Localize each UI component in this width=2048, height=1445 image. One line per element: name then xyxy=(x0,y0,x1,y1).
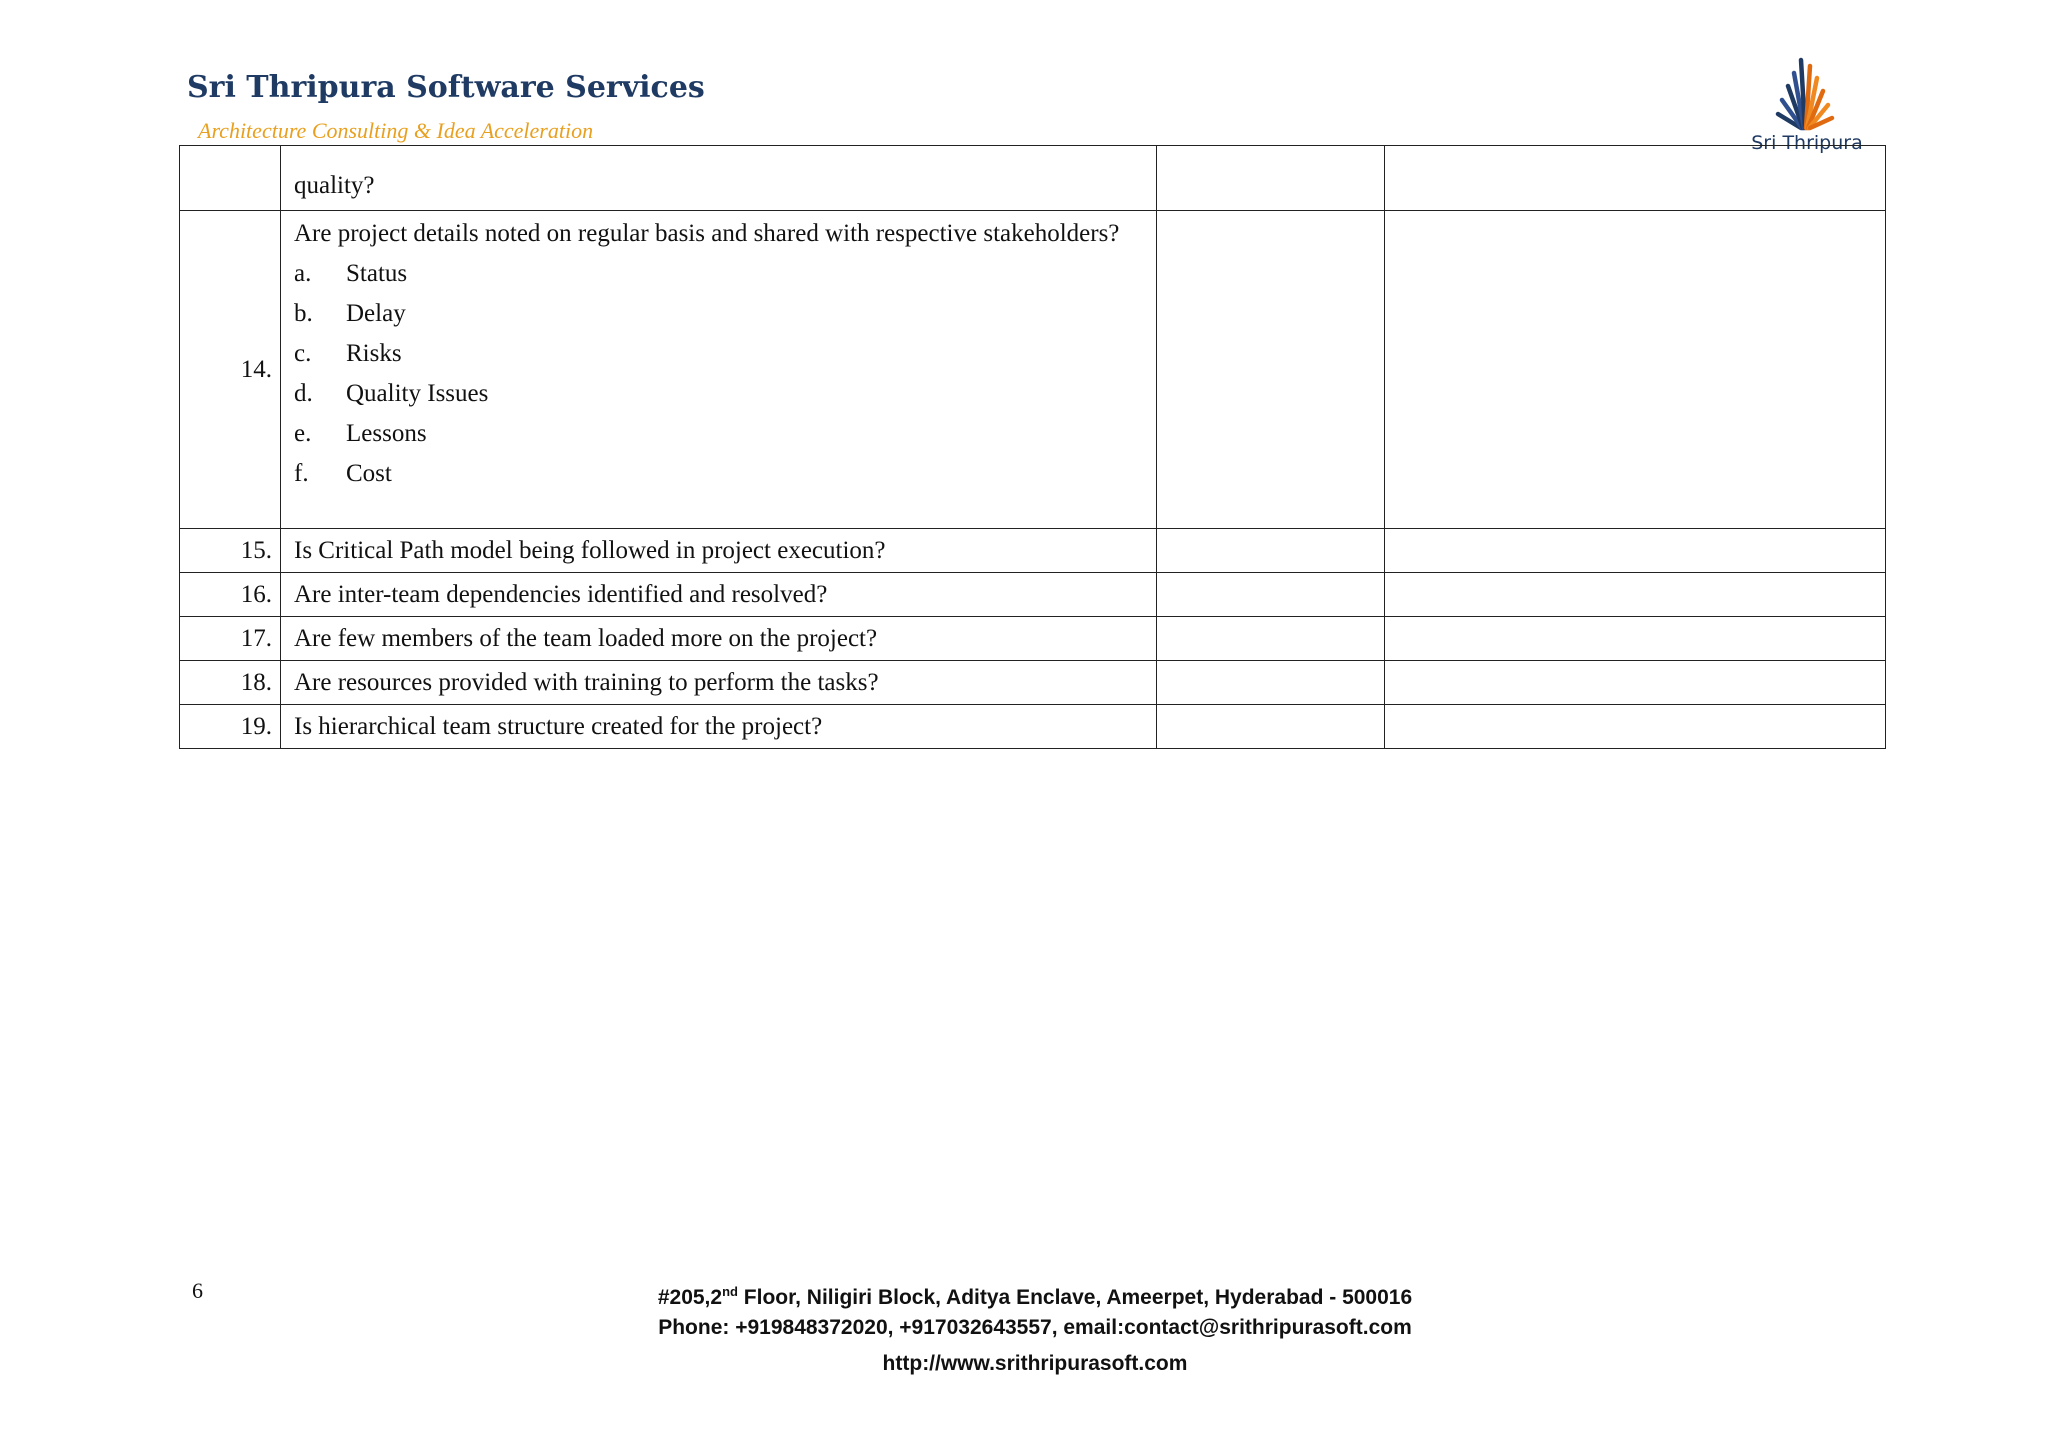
page-number: 6 xyxy=(192,1278,203,1303)
checklist-table xyxy=(179,145,1886,749)
question-cell xyxy=(281,146,1157,211)
remarks-cell xyxy=(1385,211,1886,529)
table-row xyxy=(180,661,1886,705)
answer-cell xyxy=(1157,146,1385,211)
question-cell: Are inter-team dependencies identified and resolved? xyxy=(281,573,1157,617)
question-cell: Is Critical Path model being followed in project execution? xyxy=(281,529,1157,573)
list-item xyxy=(294,414,1143,454)
option-label: Delay xyxy=(346,300,406,327)
option-letter: e. xyxy=(294,420,312,447)
option-letter: f. xyxy=(294,460,309,487)
page-footer xyxy=(520,1274,1550,1382)
answer-cell xyxy=(1157,573,1385,617)
option-list xyxy=(294,254,1143,494)
num-cell xyxy=(180,146,281,211)
option-letter: a. xyxy=(294,260,312,287)
option-label: Risks xyxy=(346,340,402,367)
company-logo xyxy=(1730,56,1880,156)
table-row xyxy=(180,573,1886,617)
table-row xyxy=(180,617,1886,661)
table-row xyxy=(180,705,1886,749)
question-text: Are project details noted on regular basis and shared with respective stakeholders? xyxy=(294,220,1120,247)
footer-phone-email: Phone: +919848372020, +917032643557, email:contact@srithripurasoft.com xyxy=(658,1316,1412,1339)
answer-cell xyxy=(1157,661,1385,705)
company-name: Sri Thripura Software Services xyxy=(187,70,705,105)
logo-text: Sri Thripura xyxy=(1742,132,1872,154)
answer-cell xyxy=(1157,211,1385,529)
address-prefix: #205,2 xyxy=(657,1286,723,1309)
table-row-continuation xyxy=(180,146,1886,211)
question-cell: Are few members of the team loaded more on the project? xyxy=(281,617,1157,661)
option-label: Quality Issues xyxy=(346,380,489,407)
list-item xyxy=(294,294,1143,334)
list-item xyxy=(294,254,1143,294)
option-label: Lessons xyxy=(346,420,427,447)
logo-rays-icon xyxy=(1730,56,1880,136)
num-cell: 18. xyxy=(180,661,281,705)
address-ordinal: nd xyxy=(722,1284,738,1299)
remarks-cell xyxy=(1385,617,1886,661)
answer-cell xyxy=(1157,705,1385,749)
question-text: quality? xyxy=(294,172,375,199)
list-item xyxy=(294,454,1143,494)
remarks-cell xyxy=(1385,146,1886,211)
remarks-cell xyxy=(1385,573,1886,617)
address-suffix: Floor, Niligiri Block, Aditya Enclave, Ameerpet, Hyderabad - 500016 xyxy=(737,1286,1413,1309)
remarks-cell xyxy=(1385,661,1886,705)
list-item xyxy=(294,374,1143,414)
remarks-cell xyxy=(1385,705,1886,749)
option-letter: b. xyxy=(294,300,313,327)
question-cell: Is hierarchical team structure created for the project? xyxy=(281,705,1157,749)
option-letter: c. xyxy=(294,340,312,367)
company-tagline: Architecture Consulting & Idea Acceleration xyxy=(198,118,594,143)
option-letter: d. xyxy=(294,380,313,407)
option-label: Cost xyxy=(346,460,392,487)
num-cell: 14. xyxy=(180,211,281,529)
num-cell: 17. xyxy=(180,617,281,661)
question-cell: Are resources provided with training to perform the tasks? xyxy=(281,661,1157,705)
table-row xyxy=(180,529,1886,573)
num-cell: 15. xyxy=(180,529,281,573)
table-row xyxy=(180,211,1886,529)
list-item xyxy=(294,334,1143,374)
num-cell: 16. xyxy=(180,573,281,617)
num-cell: 19. xyxy=(180,705,281,749)
question-cell xyxy=(281,211,1157,529)
remarks-cell xyxy=(1385,529,1886,573)
footer-website: http://www.srithripurasoft.com xyxy=(882,1352,1188,1375)
answer-cell xyxy=(1157,529,1385,573)
answer-cell xyxy=(1157,617,1385,661)
footer-address xyxy=(520,1274,1550,1310)
option-label: Status xyxy=(346,260,408,287)
